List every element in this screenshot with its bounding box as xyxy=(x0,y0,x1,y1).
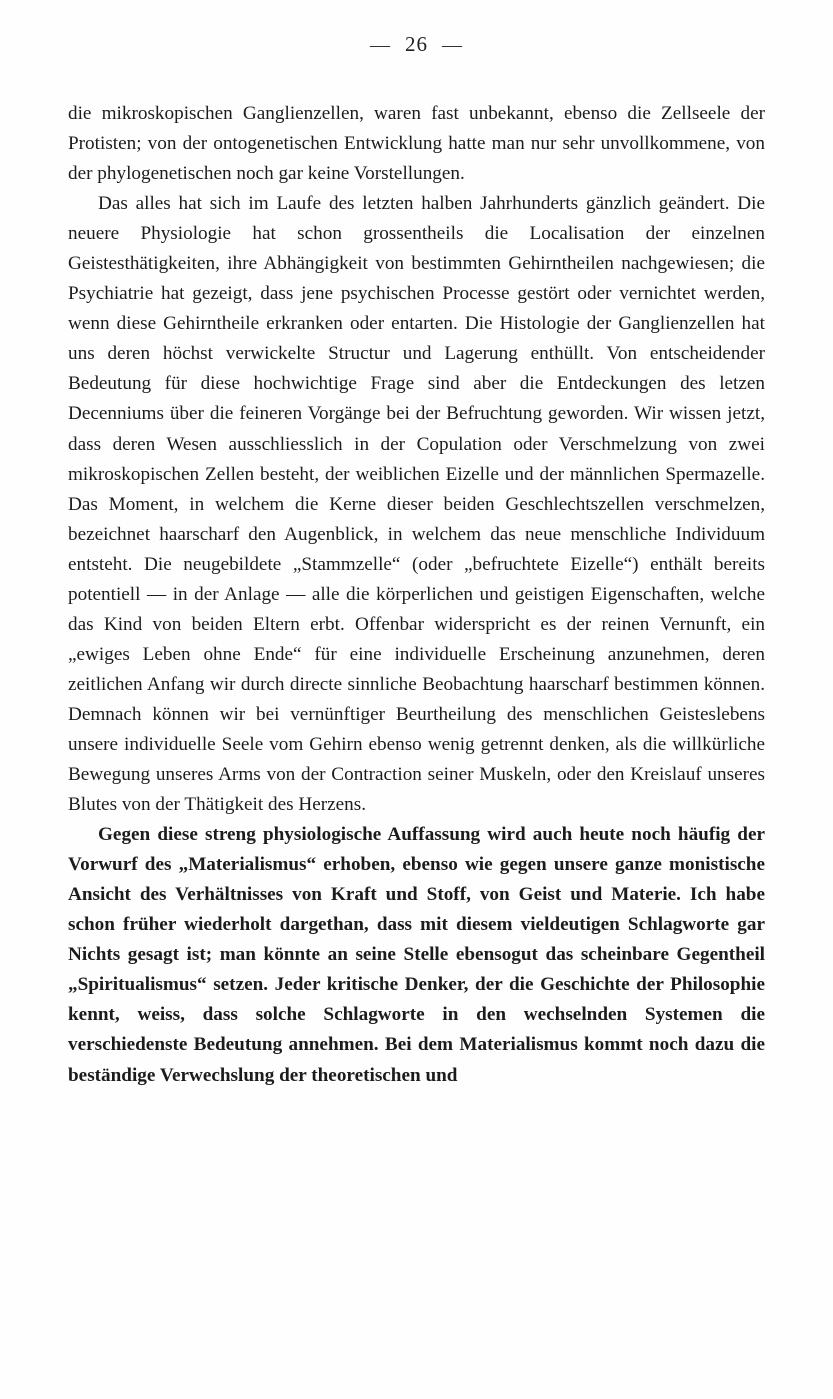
header-dash-left: — xyxy=(370,34,391,56)
paragraph-2: Das alles hat sich im Laufe des letzten halben Jahrhunderts gänzlich geändert. Die neuere Physiologie hat schon grossentheils die Localisation der einzelnen Geistesthätigkeiten, ihre Abhängigkeit von bestimmten Gehirntheilen nachgewiesen; die Psychiatrie hat gezeigt, dass jene psychischen Processe gestört oder vernichtet werden, wenn diese Gehirntheile erkranken oder entarten. Die Histologie der Ganglienzellen hat uns deren höchst verwickelte Structur und Lagerung enthüllt. Von entscheidender Bedeutung für diese hochwichtige Frage sind aber die Entdeckungen des letzen Decenniums über die feineren Vorgänge bei der Befruchtung geworden. Wir wissen jetzt, dass deren Wesen ausschliesslich in der Copulation oder Verschmelzung von zwei mikroskopischen Zellen besteht, der weiblichen Eizelle und der männlichen Spermazelle. Das Moment, in welchem die Kerne dieser beiden Geschlechtszellen verschmelzen, bezeichnet haarscharf den Augenblick, in welchem das neue menschliche Individuum entsteht. Die neugebildete „Stammzelle“ (oder „befruchtete Eizelle“) enthält bereits potentiell — in der Anlage — alle die körperlichen und geistigen Eigenschaften, welche das Kind von beiden Eltern erbt. Offenbar widerspricht es der reinen Vernunft, ein „ewiges Leben ohne Ende“ für eine individuelle Erscheinung anzunehmen, deren zeitlichen Anfang wir durch directe sinnliche Beobachtung haarscharf bestimmen können. Demnach können wir bei vernünftiger Beurtheilung des menschlichen Geisteslebens unsere individuelle Seele vom Gehirn ebenso wenig getrennt denken, als die willkürliche Bewegung unseres Arms von der Contraction seiner Muskeln, oder den Kreislauf unseres Blutes von der Thätigkeit des Herzens. xyxy=(68,193,765,816)
page-body xyxy=(0,57,833,1091)
page-header xyxy=(0,0,833,57)
paragraph-1: die mikroskopischen Ganglienzellen, waren fast unbekannt, ebenso die Zellseele der Protisten; von der ontogenetischen Entwicklung hatte man nur sehr unvollkommene, von der phylogenetischen noch gar keine Vorstellungen. xyxy=(68,103,765,185)
page-number: 26 xyxy=(405,32,428,56)
paragraph-3: Gegen diese streng physiologische Auffassung wird auch heute noch häufig der Vorwurf des „Materialismus“ erhoben, ebenso wie gegen unsere ganze monistische Ansicht des Verhältnisses von Kraft und Stoff, von Geist und Materie. Ich habe schon früher wiederholt dargethan, dass mit diesem vieldeutigen Schlagworte gar Nichts gesagt ist; man könnte an seine Stelle ebensogut das scheinbare Gegentheil „Spiritualismus“ setzen. Jeder kritische Denker, der die Geschichte der Philosophie kennt, weiss, dass solche Schlagworte in den wechselnden Systemen die verschiedenste Bedeutung annehmen. Bei dem Materialismus kommt noch dazu die beständige Verwechslung der theoretischen und xyxy=(68,824,765,1086)
header-dash-right: — xyxy=(442,34,463,56)
